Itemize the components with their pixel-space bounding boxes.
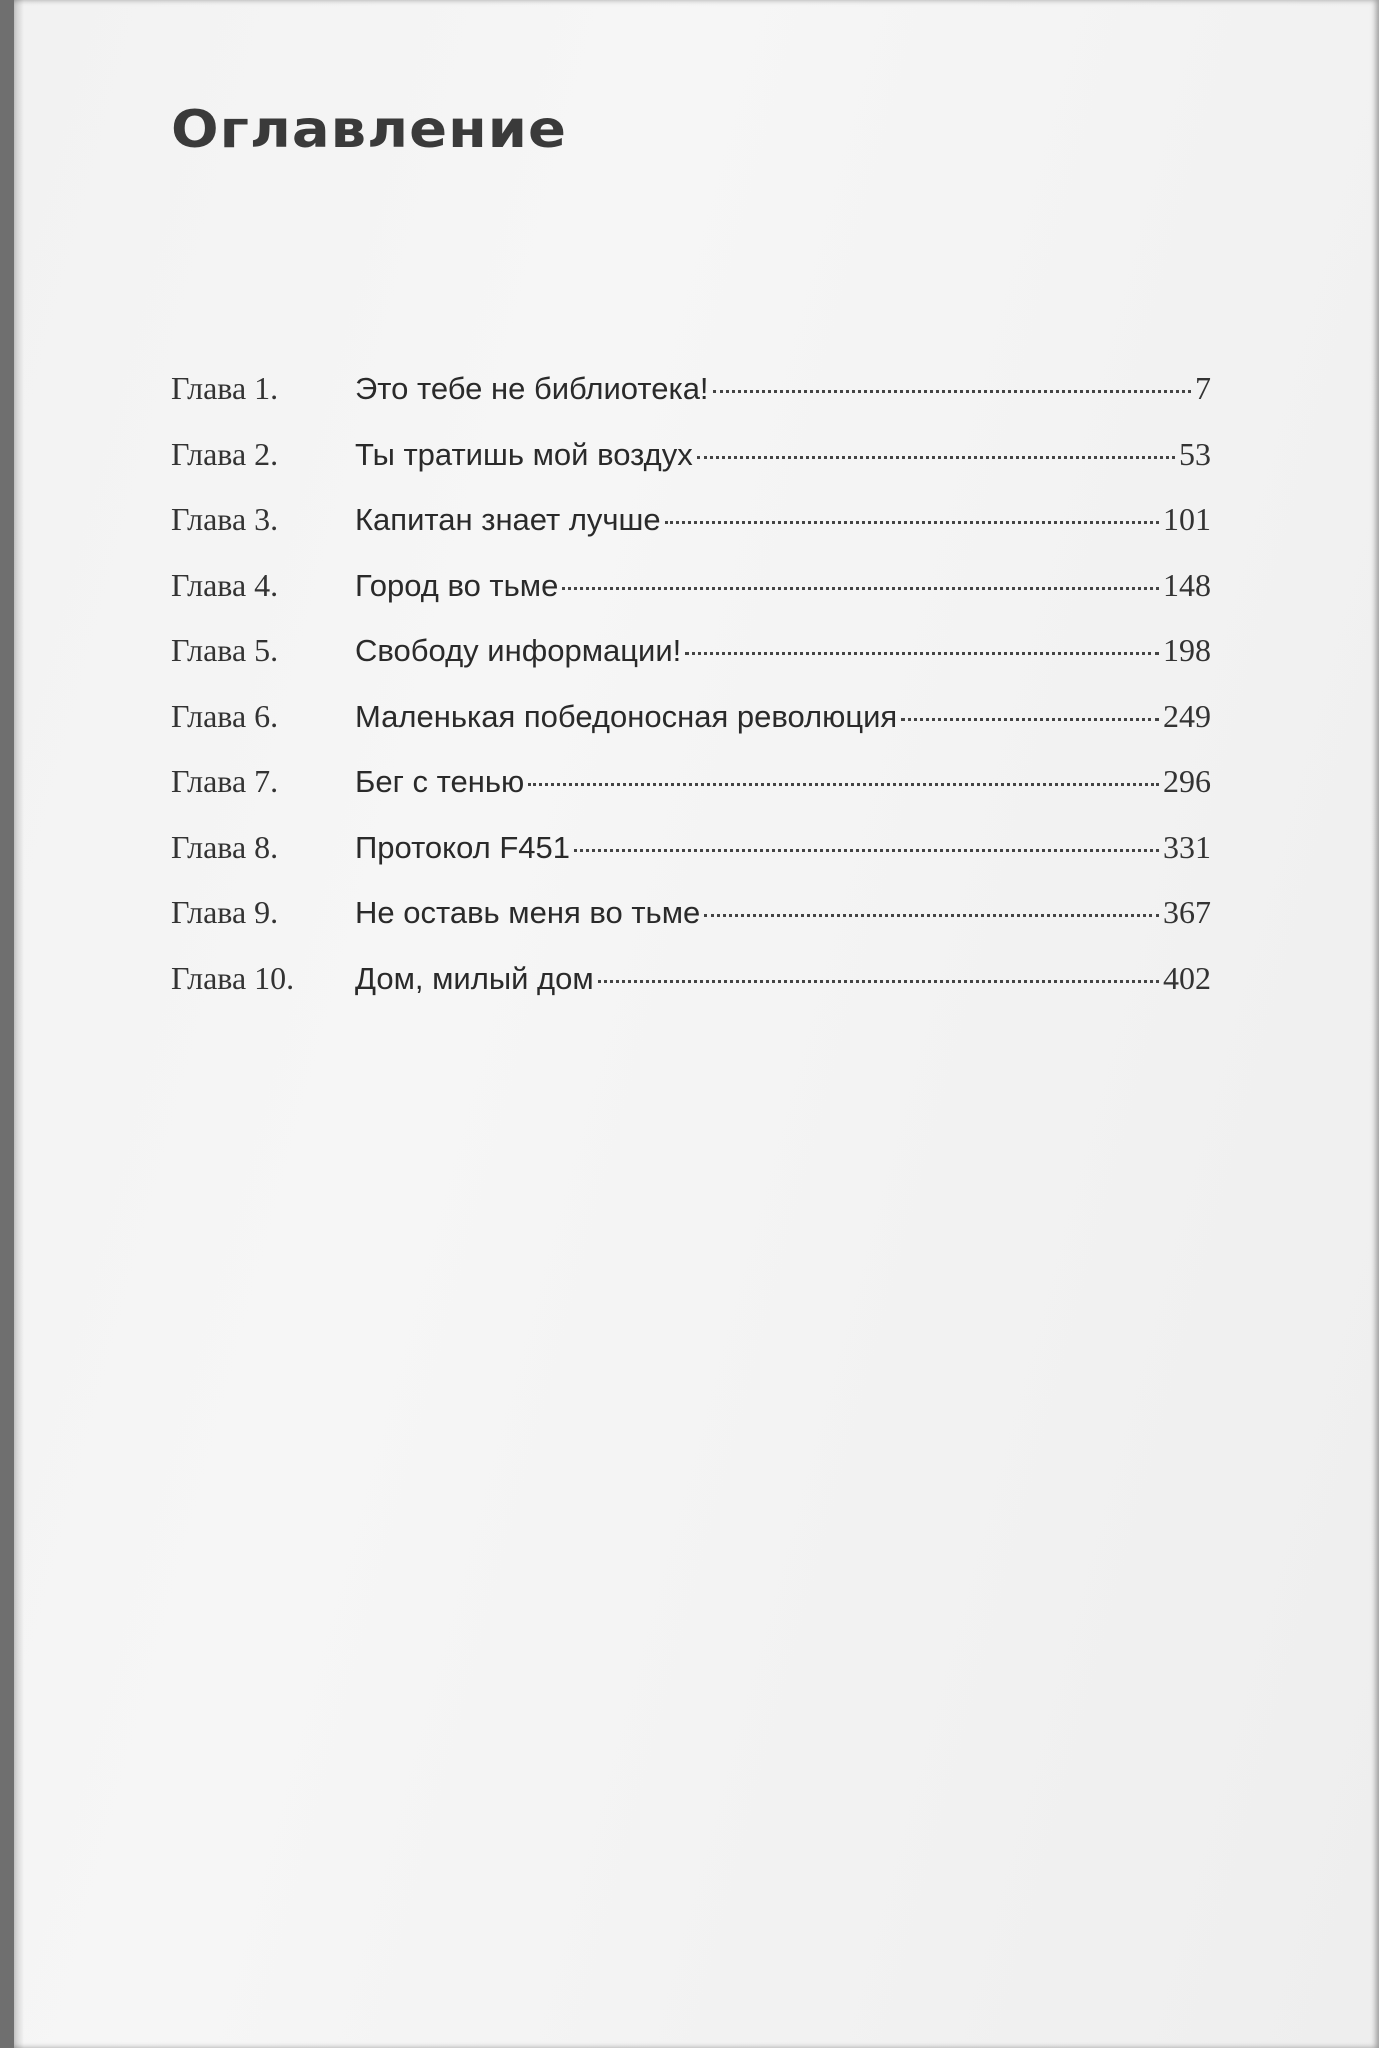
toc-page-number: 101	[1163, 501, 1211, 537]
toc-dot-leader	[665, 521, 1159, 524]
toc-entry-4	[171, 567, 1211, 633]
toc-chapter-title: Город во тьме	[355, 567, 559, 603]
toc-page-number: 331	[1163, 828, 1211, 865]
toc-chapter-title: Капитан знает лучше	[355, 502, 661, 537]
toc-chapter-number: Глава 10.	[171, 959, 295, 996]
toc-dot-leader	[901, 718, 1159, 721]
toc-chapter-number: Глава 1.	[171, 370, 279, 406]
table-of-contents	[171, 370, 1211, 1025]
toc-chapter-number: Глава 6.	[171, 697, 279, 734]
toc-chapter-number: Глава 4.	[171, 566, 279, 603]
toc-dot-leader	[574, 849, 1159, 852]
toc-chapter-title: Дом, милый дом	[355, 960, 594, 996]
toc-entry-7	[171, 763, 1211, 829]
toc-dot-leader	[598, 980, 1159, 983]
toc-page-number: 7	[1195, 370, 1211, 406]
page-title: Оглавление	[171, 100, 568, 160]
toc-entry-5	[171, 632, 1211, 698]
toc-chapter-number: Глава 9.	[171, 894, 279, 930]
toc-page-number: 249	[1163, 697, 1211, 734]
toc-chapter-title: Не оставь меня во тьме	[355, 895, 701, 930]
toc-entry-6	[171, 698, 1211, 764]
toc-chapter-number: Глава 7.	[171, 763, 279, 799]
toc-chapter-title: Это тебе не библиотека!	[355, 371, 709, 406]
toc-chapter-number: Глава 3.	[171, 501, 279, 537]
toc-dot-leader	[704, 914, 1159, 917]
toc-page-number: 53	[1179, 435, 1211, 472]
toc-page-number: 198	[1163, 632, 1211, 668]
toc-page-number: 148	[1163, 566, 1211, 603]
toc-chapter-number: Глава 5.	[171, 632, 279, 668]
toc-page-number: 296	[1163, 763, 1211, 799]
toc-chapter-title: Бег с тенью	[355, 764, 525, 799]
toc-chapter-title: Маленькая победоносная революция	[355, 698, 898, 734]
toc-dot-leader	[697, 456, 1175, 459]
toc-entry-3	[171, 501, 1211, 567]
toc-dot-leader	[528, 783, 1159, 786]
toc-chapter-title: Протокол F451	[355, 829, 571, 865]
book-page	[14, 0, 1379, 2048]
toc-page-number: 402	[1163, 959, 1211, 996]
toc-page-number: 367	[1163, 894, 1211, 930]
toc-dot-leader	[562, 587, 1159, 590]
toc-chapter-number: Глава 8.	[171, 828, 279, 865]
toc-chapter-title: Ты тратишь мой воздух	[355, 436, 693, 472]
toc-entry-1	[171, 370, 1211, 436]
toc-dot-leader	[685, 652, 1159, 655]
toc-chapter-title: Свободу информации!	[355, 633, 682, 668]
toc-dot-leader	[713, 390, 1191, 393]
toc-entry-10	[171, 960, 1211, 1026]
toc-entry-9	[171, 894, 1211, 960]
toc-entry-8	[171, 829, 1211, 895]
toc-chapter-number: Глава 2.	[171, 435, 279, 472]
toc-entry-2	[171, 436, 1211, 502]
